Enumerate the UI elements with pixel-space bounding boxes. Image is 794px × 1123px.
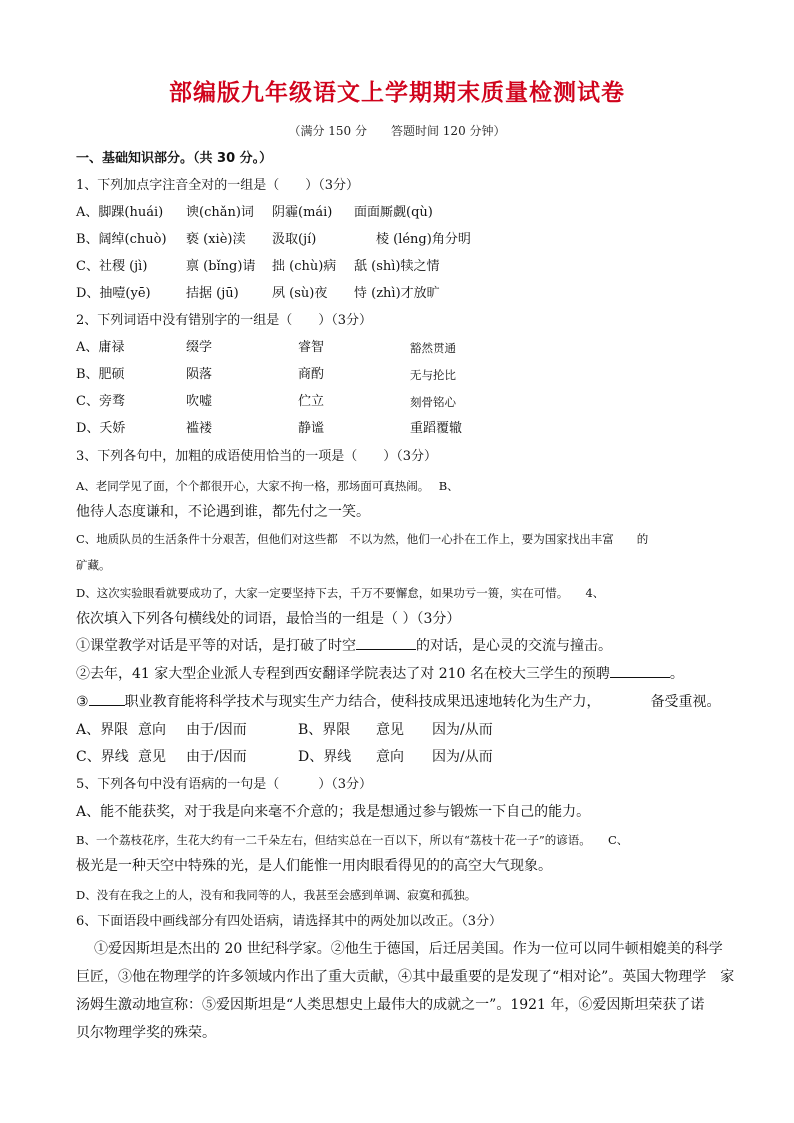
option-word: 缀学 bbox=[186, 340, 213, 355]
option-word: 禀 (bǐng)请 bbox=[186, 259, 256, 274]
sentence-text: 备受重视。 bbox=[650, 694, 721, 710]
option-word: B、界限 bbox=[298, 722, 351, 738]
question-6-passage-line-1: ①爱因斯坦是杰出的 20 世纪科学家。②他生于德国，后迁居美国。作为一位可以同牛顿相媲美的科学 bbox=[94, 941, 723, 957]
fill-blank bbox=[89, 693, 125, 706]
option-word: C、界线 bbox=[76, 749, 129, 765]
option-word: B、阔绰(chuò) bbox=[76, 232, 167, 247]
question-5-option-b: B、一个荔枝花序，生花大约有一二千朵左右，但结实总在一百以下，所以有“荔枝十花一子”的谚语。 C、 bbox=[76, 833, 629, 847]
question-5-stem: 5、下列各句中没有语病的一句是（ ）（3分） bbox=[76, 777, 373, 792]
option-word: D、夭娇 bbox=[76, 421, 126, 436]
sentence-text: 的对话，是心灵的交流与撞击。 bbox=[416, 638, 612, 654]
option-word: 重蹈覆辙 bbox=[410, 421, 463, 436]
option-word: 由于/因而 bbox=[186, 722, 247, 738]
option-word: 刻骨铭心 bbox=[410, 395, 456, 409]
option-word: 汲取(jí) bbox=[272, 232, 317, 247]
question-5-option-a: A、能不能获奖，对于我是向来毫不介意的；我是想通过参与锻炼一下自己的能力。 bbox=[76, 804, 591, 820]
option-word: 恃 (zhì)才放旷 bbox=[354, 286, 440, 301]
fill-blank bbox=[356, 637, 416, 650]
option-word: 意向 bbox=[138, 722, 166, 738]
option-word: 陨落 bbox=[186, 367, 213, 382]
option-word: A、界限 bbox=[76, 722, 129, 738]
question-6-passage-line-4: 贝尔物理学奖的殊荣。 bbox=[76, 1025, 216, 1041]
question-4-sentence-1 bbox=[76, 637, 612, 655]
fill-blank bbox=[610, 665, 670, 678]
option-word: 拮据 (jū) bbox=[186, 286, 239, 301]
question-3-option-c-cont: 矿藏。 bbox=[76, 558, 111, 572]
section-heading: 一、基础知识部分。（共 30 分。） bbox=[76, 151, 273, 166]
option-word: 褴褛 bbox=[186, 421, 213, 436]
option-word: 商酌 bbox=[298, 367, 325, 382]
question-3-option-a: A、老同学见了面，个个都很开心，大家不拘一格，那场面可真热闹。 B、 bbox=[76, 479, 459, 493]
sentence-text: ③ bbox=[76, 694, 89, 710]
option-word: 夙 (sù)夜 bbox=[272, 286, 328, 301]
option-word: 意向 bbox=[376, 749, 404, 765]
option-word: 舐 (shì)犊之情 bbox=[354, 259, 440, 274]
question-2-stem: 2、下列词语中没有错别字的一组是（ ）（3分） bbox=[76, 313, 373, 328]
question-4-sentence-2 bbox=[76, 665, 684, 683]
option-word: B、肥硕 bbox=[76, 367, 125, 382]
sentence-text: ②去年，41 家大型企业派人专程到西安翻译学院表达了对 210 名在校大三学生的预聘 bbox=[76, 666, 610, 682]
option-word: 伫立 bbox=[298, 394, 325, 409]
option-word: 豁然贯通 bbox=[410, 341, 456, 355]
option-word: 静谧 bbox=[298, 421, 325, 436]
question-6-passage-line-2: 巨匠，③他在物理学的许多领域内作出了重大贡献，④其中最重要的是发现了“相对论”。英国大物理学 家 bbox=[76, 969, 735, 985]
question-5-option-d: D、没有在我之上的人，没有和我同等的人，我甚至会感到单调、寂寞和孤独。 bbox=[76, 888, 477, 902]
option-word: C、旁骛 bbox=[76, 394, 125, 409]
question-1-stem: 1、下列加点字注音全对的一组是（ ）（3分） bbox=[76, 178, 360, 193]
option-word: 由于/因而 bbox=[186, 749, 247, 765]
question-6-passage-line-3: 汤姆生激动地宣称：⑤爱因斯坦是“人类思想史上最伟大的成就之一”。1921 年，⑥爱因斯坦荣获了诺 bbox=[76, 997, 705, 1013]
page-title: 部编版九年级语文上学期期末质量检测试卷 bbox=[169, 80, 625, 106]
question-6-stem: 6、下面语段中画线部分有四处语病，请选择其中的两处加以改正。（3分） bbox=[76, 914, 503, 929]
question-3-option-b: 他待人态度谦和，不论遇到谁，都先付之一笑。 bbox=[76, 504, 370, 520]
question-3-stem: 3、下列各句中，加粗的成语使用恰当的一项是（ ）（3分） bbox=[76, 449, 438, 464]
option-word: 阴霾(mái) bbox=[272, 205, 333, 220]
question-3-option-c: C、地质队员的生活条件十分艰苦，但他们对这些都 不以为然，他们一心扑在工作上，要为国家找出丰富 的 bbox=[76, 532, 649, 546]
option-word: 睿智 bbox=[298, 340, 325, 355]
option-word: 亵 (xiè)渎 bbox=[186, 232, 246, 247]
question-3-option-d: D、这次实验眼看就要成功了，大家一定要坚持下去，千万不要懈怠，如果功亏一篑，实在可惜。 4、 bbox=[76, 586, 605, 600]
question-4-stem: 依次填入下列各句横线处的词语，最恰当的一组是（ ）（3分） bbox=[76, 611, 461, 627]
option-word: 意见 bbox=[376, 722, 404, 738]
exam-subtitle: （满分 150 分 答题时间 120 分钟） bbox=[288, 124, 506, 138]
option-word: A、庸禄 bbox=[76, 340, 125, 355]
sentence-text: ①课堂教学对话是平等的对话，是打破了时空 bbox=[76, 638, 356, 654]
option-word: C、社稷 (jì) bbox=[76, 259, 148, 274]
option-word: 谀(chǎn)词 bbox=[186, 205, 254, 220]
option-word: 因为/从而 bbox=[432, 749, 493, 765]
question-5-option-c: 极光是一种天空中特殊的光，是人们能惟一用肉眼看得见的的高空大气现象。 bbox=[76, 858, 552, 874]
option-word: 面面厮觑(qù) bbox=[354, 205, 433, 220]
option-word: 拙 (chù)病 bbox=[272, 259, 337, 274]
question-4-sentence-3 bbox=[76, 693, 721, 711]
option-word: 棱 (léng)角分明 bbox=[376, 232, 471, 247]
sentence-text: 职业教育能将科学技术与现实生产力结合，使科技成果迅速地转化为生产力， bbox=[124, 694, 601, 710]
option-word: D、抽噎(yē) bbox=[76, 286, 151, 301]
option-word: 吹嘘 bbox=[186, 394, 213, 409]
option-word: 因为/从而 bbox=[432, 722, 493, 738]
sentence-text: 。 bbox=[669, 666, 684, 682]
option-word: 无与抡比 bbox=[410, 368, 456, 382]
option-word: A、脚踝(huái) bbox=[76, 205, 164, 220]
option-word: D、界线 bbox=[298, 749, 352, 765]
option-word: 意见 bbox=[138, 749, 166, 765]
